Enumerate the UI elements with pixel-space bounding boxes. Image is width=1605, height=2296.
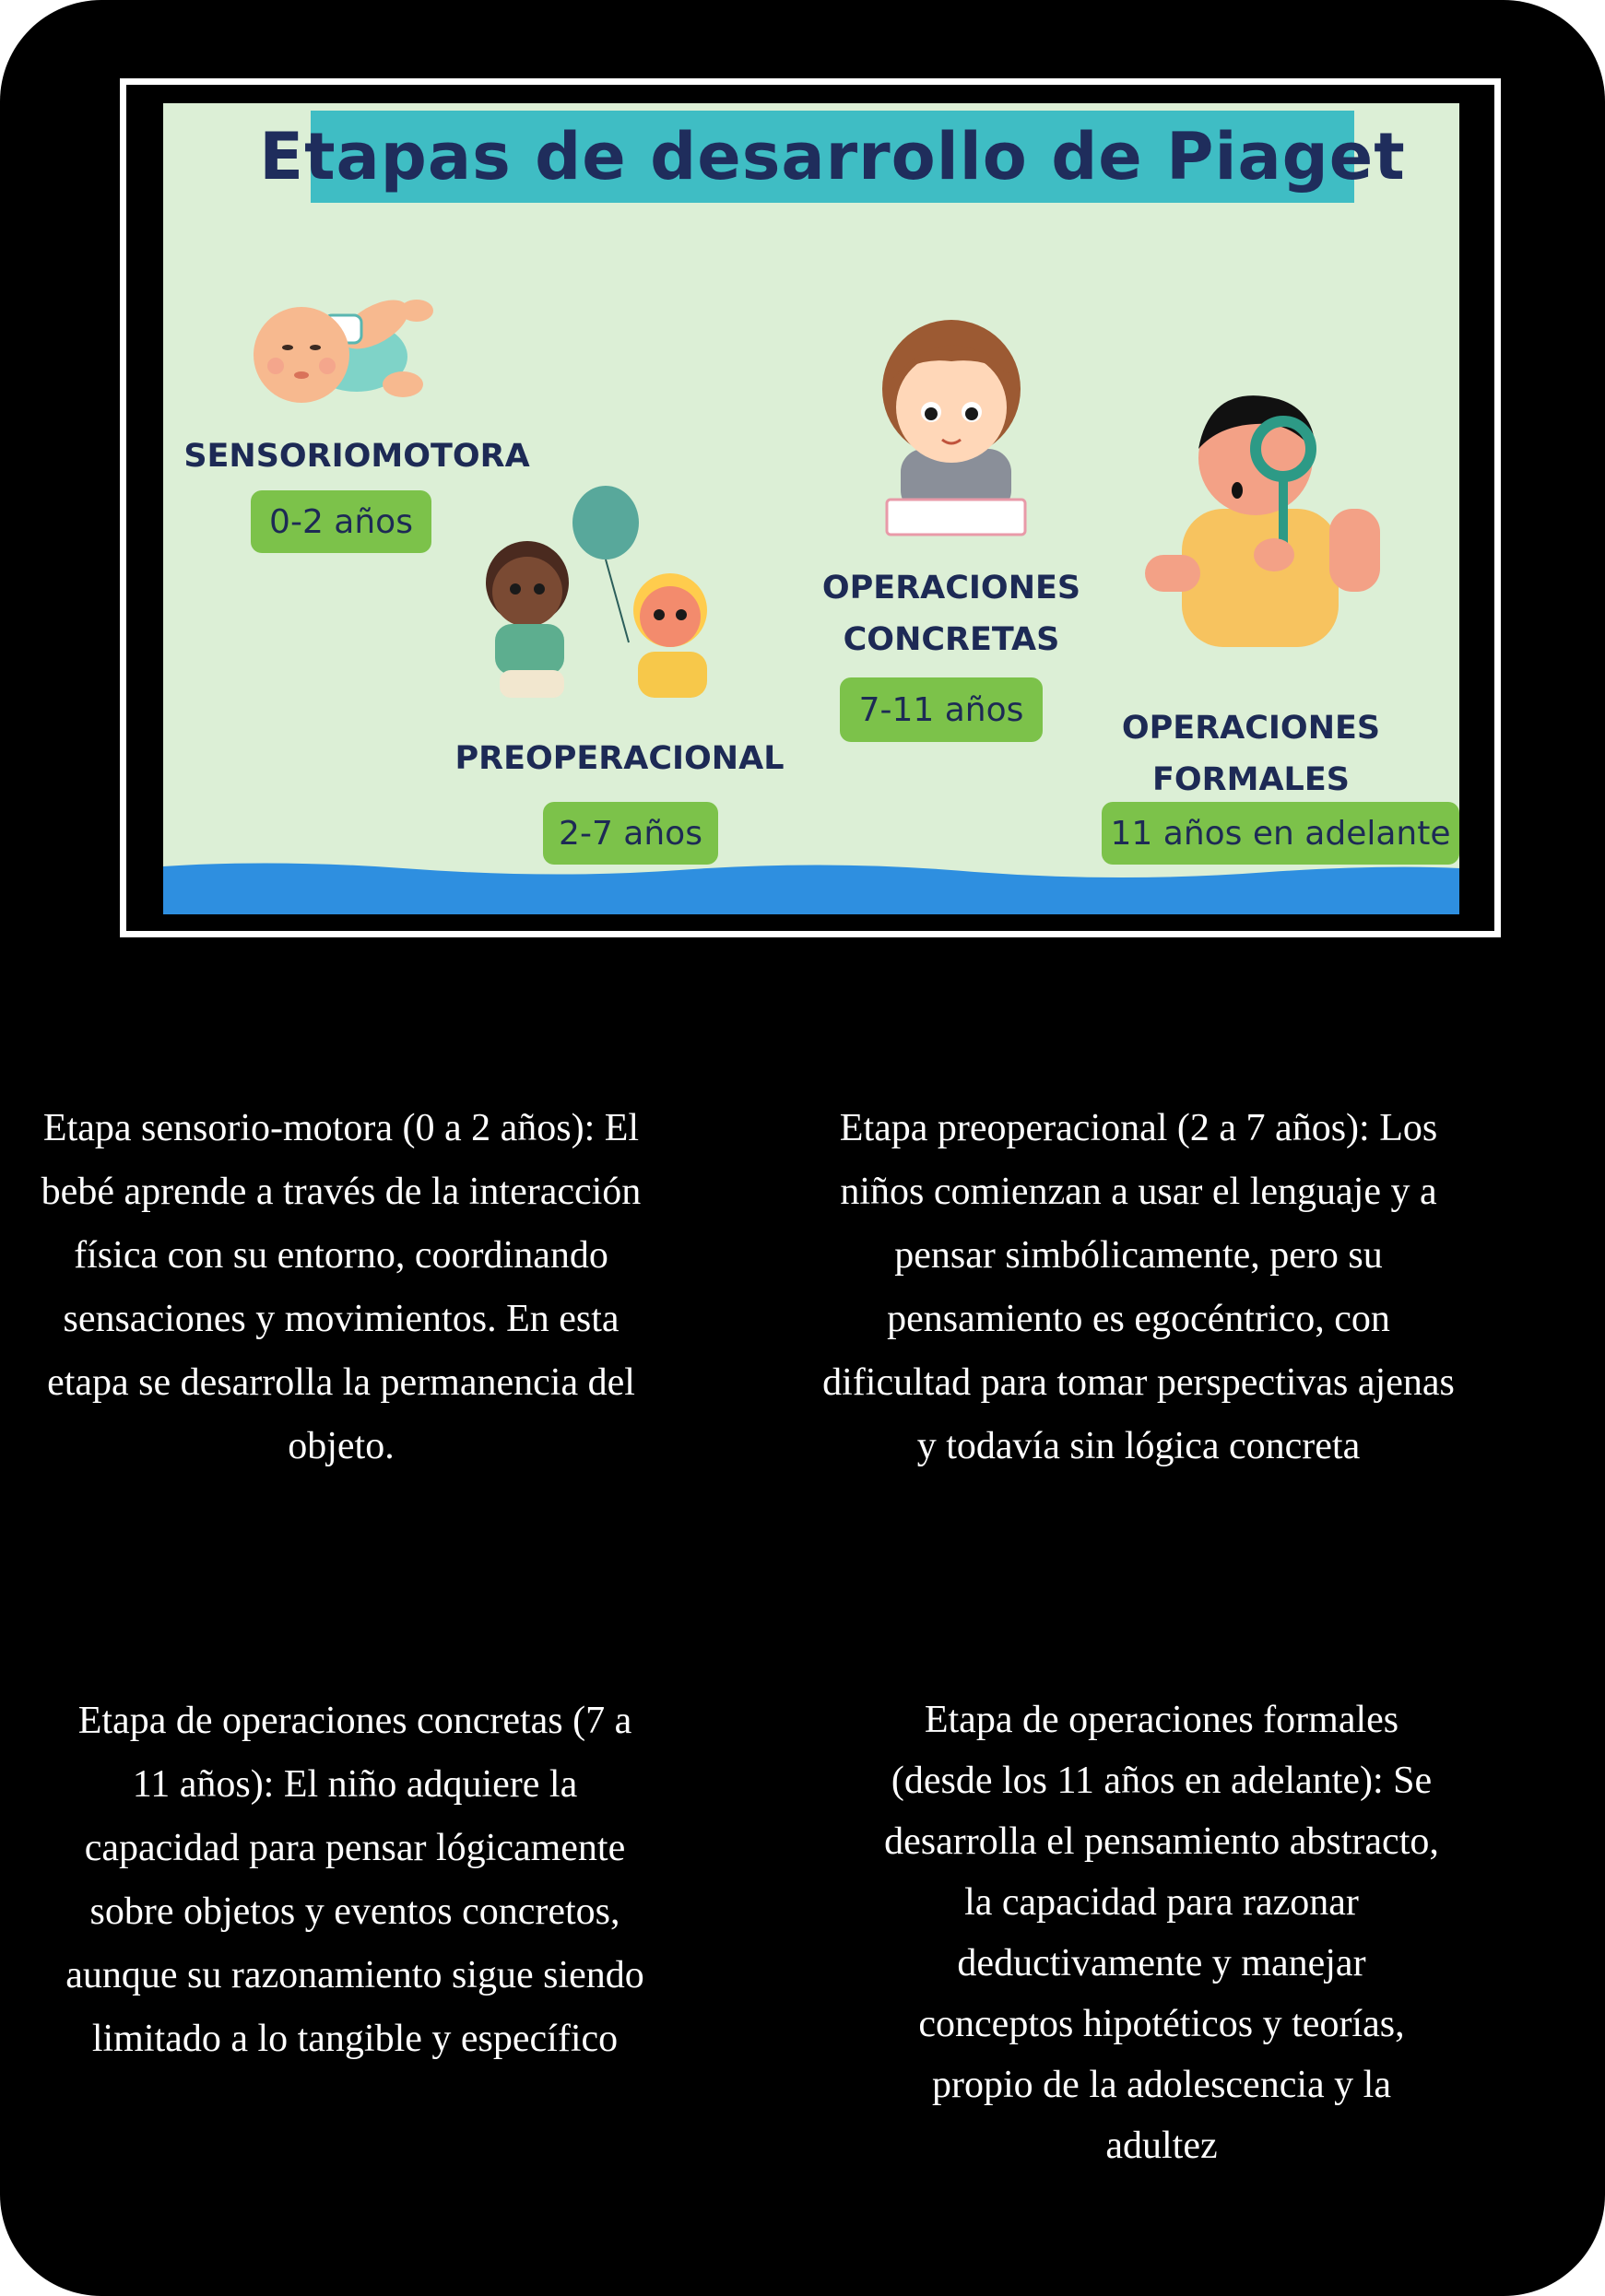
description-preoperacional: Etapa preoperacional (2 a 7 años): Los niños comienzan a usar el lenguaje y a pensar simbólicamente, pero su pensamiento es egocéntrico, con dificultad para tomar perspectivas ajenas y todavía sin lógica concreta <box>822 1107 1455 1467</box>
title-band <box>259 111 1406 203</box>
stage-label-preoperacional: PREOPERACIONAL <box>454 740 785 777</box>
description-operaciones-formales: Etapa de operaciones formales (desde los 11 años en adelante): Se desarrolla el pensamiento abstracto, la capacidad para razonar deductivamente y manejar conceptos hipotéticos y teorías, propio de la adolescencia y la adultez <box>884 1699 1439 2167</box>
boy-writing-illustration <box>850 292 1057 536</box>
stage-label-line: OPERACIONES <box>1121 710 1381 747</box>
infographic <box>163 103 1459 914</box>
description-operaciones-concretas: Etapa de operaciones concretas (7 a 11 años): El niño adquiere la capacidad para pensar lógicamente sobre objetos y eventos concretos, aunque su razonamiento sigue siendo limitado a lo tangible y específico <box>65 1700 644 2060</box>
boy-magnifier-illustration <box>1145 371 1394 647</box>
stage-label-sensoriomotora: SENSORIOMOTORA <box>183 438 530 475</box>
stage-label-line: FORMALES <box>1152 761 1350 798</box>
infographic-frame <box>120 78 1501 937</box>
toddlers-balloon-illustration <box>472 486 739 725</box>
wave-decoration <box>163 859 1459 914</box>
infographic-title: Etapas de desarrollo de Piaget <box>259 119 1406 194</box>
age-badge-operaciones-concretas: 7-11 años <box>840 677 1043 742</box>
age-badge-operaciones-formales: 11 años en adelante <box>1102 802 1459 865</box>
stage-label-operaciones-formales <box>1103 702 1398 806</box>
stage-label-line: CONCRETAS <box>843 621 1060 658</box>
age-badge-preoperacional: 2-7 años <box>543 802 718 865</box>
stage-label-line: OPERACIONES <box>821 570 1081 606</box>
baby-illustration <box>237 283 440 430</box>
description-sensoriomotora: Etapa sensorio-motora (0 a 2 años): El bebé aprende a través de la interacción física con su entorno, coordinando sensaciones y movimientos. En esta etapa se desarrolla la permanencia del objeto. <box>41 1107 642 1467</box>
age-badge-sensoriomotora: 0-2 años <box>251 490 431 553</box>
stage-label-operaciones-concretas <box>808 562 1094 665</box>
